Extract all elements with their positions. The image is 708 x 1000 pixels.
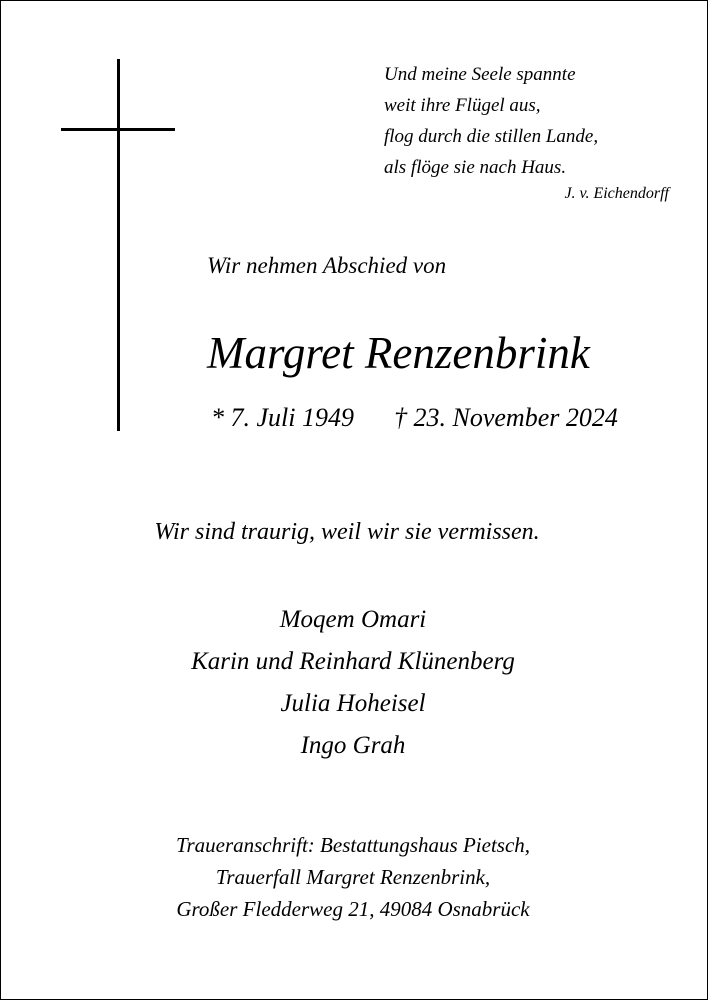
mourner-name: Karin und Reinhard Klünenberg — [191, 648, 515, 675]
farewell-text: Wir nehmen Abschied von — [207, 253, 447, 278]
poem-line: weit ihre Flügel aus, — [384, 95, 541, 116]
mourners-list — [1, 599, 707, 767]
mourner-name: Moqem Omari — [279, 606, 427, 633]
condolence-address — [1, 829, 707, 925]
poem-line: flog durch die stillen Lande, — [384, 126, 599, 147]
poem — [384, 59, 598, 183]
mourner-name: Ingo Grah — [300, 732, 406, 759]
address-line: Traueranschrift: Bestattungshaus Pietsch, — [175, 833, 531, 857]
mourning-text: Wir sind traurig, weil wir sie vermissen. — [154, 519, 540, 545]
address-line: Trauerfall Margret Renzenbrink, — [215, 865, 491, 889]
poem-author: J. v. Eichendorff — [564, 185, 669, 202]
deceased-name: Margret Renzenbrink — [207, 328, 590, 378]
mourner-name: Julia Hoheisel — [280, 690, 426, 717]
address-line: Großer Fledderweg 21, 49084 Osnabrück — [176, 897, 530, 921]
life-dates — [211, 403, 618, 433]
birth-date: * 7. Juli 1949 — [211, 403, 354, 432]
poem-line: als flöge sie nach Haus. — [384, 157, 567, 178]
cross-horizontal-bar — [61, 128, 175, 131]
poem-line: Und meine Seele spannte — [384, 64, 576, 85]
death-date: † 23. November 2024 — [394, 403, 618, 432]
cross-vertical-bar — [117, 59, 120, 431]
